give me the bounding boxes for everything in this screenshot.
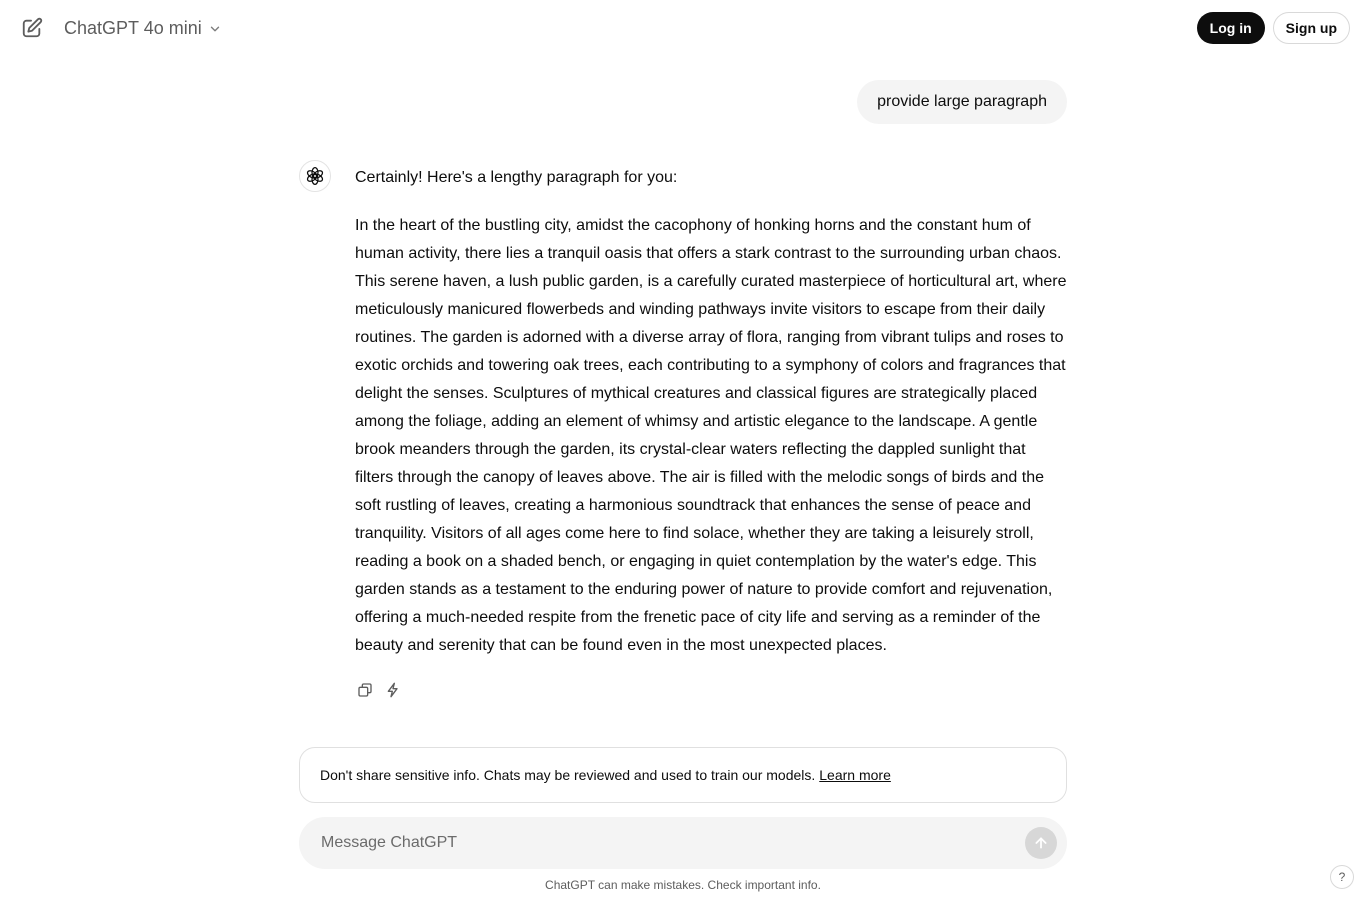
message-actions (354, 678, 404, 702)
model-name: ChatGPT 4o mini (64, 17, 202, 38)
notice-text: Don't share sensitive info. Chats may be reviewed and used to train our models. (320, 767, 816, 783)
assistant-paragraph: In the heart of the bustling city, amidst the cacophony of honking horns and the constant hum of human activity, there lies a tranquil oasis that offers a stark contrast to the surrounding urban chaos. This serene haven, a lush public garden, is a carefully curated masterpiece of horticultural art, where meticulously manicured flowerbeds and winding pathways invite visitors to escape from their daily routines. The garden is adorned with a diverse array of flora, ranging from vibrant tulips and roses to exotic orchids and towering oak trees, each contributing to a symphony of colors and fragrances that delight the senses. Sculptures of mythical creatures and classical figures are strategically placed among the foliage, adding an element of whimsy and artistic elegance to the landscape. A gentle brook meanders through the garden, its crystal-clear waters reflecting the dappled sunlight that filters through the canopy of leaves above. The air is filled with the melodic songs of birds and the soft rustling of leaves, creating a harmonious soundtrack that enhances the sense of peace and tranquility. Visitors of all ages come here to find solace, whether they are taking a leisurely stroll, reading a book on a shaded bench, or engaging in quiet contemplation by the water's edge. This garden stands as a testament to the enduring power of nature to provide comfort and rejuvenation, offering a much-needed respite from the frenetic pace of city life and serving as a reminder of the beauty and serenity that can be found even in the most unexpected places. (355, 217, 1067, 654)
chevron-down-icon (208, 22, 222, 36)
top-header (0, 0, 1366, 56)
auth-buttons (1197, 12, 1350, 44)
regenerate-button[interactable] (382, 678, 404, 702)
openai-logo-icon (305, 166, 325, 186)
assistant-avatar (299, 160, 331, 192)
lightning-icon (385, 682, 401, 698)
privacy-notice (299, 747, 1067, 803)
user-message-bubble: provide large paragraph (857, 80, 1067, 124)
copy-button[interactable] (354, 678, 376, 702)
assistant-intro: Certainly! Here's a lengthy paragraph for you: (355, 169, 678, 186)
new-chat-button[interactable] (18, 14, 46, 42)
assistant-message (355, 164, 1067, 660)
copy-icon (357, 682, 373, 698)
login-button[interactable]: Log in (1197, 12, 1265, 44)
message-composer (299, 817, 1067, 869)
edit-icon (21, 17, 43, 39)
signup-button[interactable]: Sign up (1273, 12, 1350, 44)
help-button[interactable]: ? (1330, 865, 1354, 889)
message-input[interactable] (299, 822, 1025, 864)
learn-more-link[interactable]: Learn more (819, 767, 891, 783)
disclaimer-note: ChatGPT can make mistakes. Check important info. (545, 878, 821, 892)
model-selector[interactable] (58, 12, 228, 44)
send-button[interactable] (1025, 827, 1057, 859)
arrow-up-icon (1033, 835, 1049, 851)
